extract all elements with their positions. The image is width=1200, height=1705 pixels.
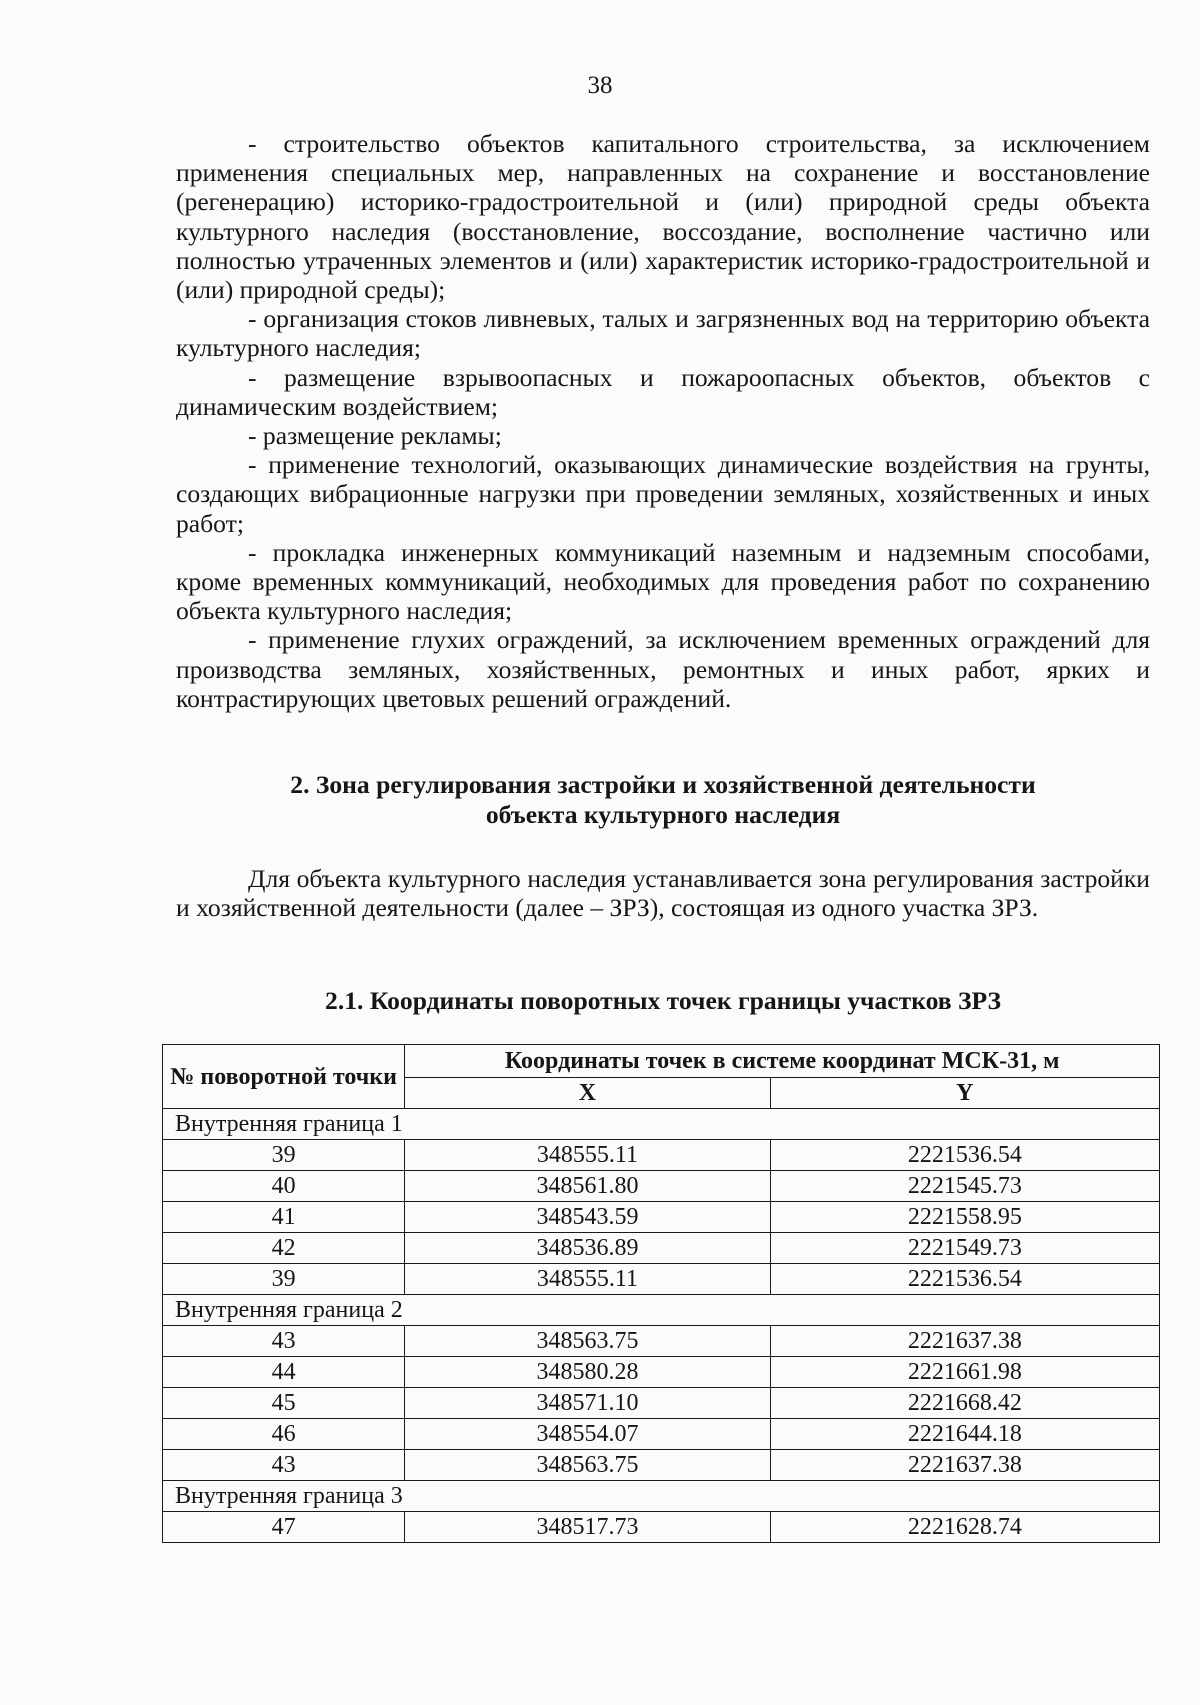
group-label: Внутренняя граница 1 bbox=[163, 1109, 1160, 1140]
group-row bbox=[163, 1295, 1160, 1326]
point-number: 40 bbox=[163, 1171, 405, 1202]
coord-x: 348555.11 bbox=[405, 1140, 770, 1171]
header-x: X bbox=[405, 1078, 770, 1109]
table-row bbox=[163, 1264, 1160, 1295]
prohibitions-list bbox=[176, 129, 1150, 713]
coord-x: 348580.28 bbox=[405, 1357, 770, 1388]
coord-y: 2221558.95 bbox=[770, 1202, 1159, 1233]
coord-y: 2221644.18 bbox=[770, 1419, 1159, 1450]
section-paragraph: Для объекта культурного наследия устанавливается зона регулирования застройки и хозяйственной деятельности (далее – ЗРЗ), состоящая из одного участка ЗРЗ. bbox=[176, 864, 1150, 923]
point-number: 46 bbox=[163, 1419, 405, 1450]
table-row bbox=[163, 1450, 1160, 1481]
table-row bbox=[163, 1202, 1160, 1233]
coord-y: 2221628.74 bbox=[770, 1512, 1159, 1543]
list-item: - организация стоков ливневых, талых и загрязненных вод на территорию объекта культурного наследия; bbox=[176, 304, 1150, 363]
coord-y: 2221668.42 bbox=[770, 1388, 1159, 1419]
group-row bbox=[163, 1109, 1160, 1140]
point-number: 43 bbox=[163, 1326, 405, 1357]
coord-x: 348555.11 bbox=[405, 1264, 770, 1295]
list-item: - прокладка инженерных коммуникаций наземным и надземным способами, кроме временных коммуникаций, необходимых для проведения работ по сохранению объекта культурного наследия; bbox=[176, 537, 1150, 626]
coord-x: 348517.73 bbox=[405, 1512, 770, 1543]
group-row bbox=[163, 1481, 1160, 1512]
list-item: - применение технологий, оказывающих динамические воздействия на грунты, создающих вибрационные нагрузки при проведении земляных, хозяйственных и иных работ; bbox=[176, 450, 1150, 538]
coord-x: 348571.10 bbox=[405, 1388, 770, 1419]
point-number: 47 bbox=[163, 1512, 405, 1543]
coord-y: 2221536.54 bbox=[770, 1140, 1159, 1171]
list-item: - размещение рекламы; bbox=[248, 421, 502, 451]
list-item: - строительство объектов капитального строительства, за исключением применения специальных мер, направленных на сохранение и восстановление (регенерацию) историко-градостроительной и (или) природной среды объекта культурного наследия (восстановление, воссоздание, восполнение частично или полностью утраченных элементов и (или) характеристик историко-градостроительной и (или) природной среды); bbox=[176, 129, 1150, 305]
point-number: 44 bbox=[163, 1357, 405, 1388]
table-row bbox=[163, 1419, 1160, 1450]
section-body bbox=[176, 864, 1150, 922]
point-number: 39 bbox=[163, 1264, 405, 1295]
table-row bbox=[163, 1171, 1160, 1202]
table-row bbox=[163, 1357, 1160, 1388]
subsection-title: 2.1. Координаты поворотных точек границы участков ЗРЗ bbox=[325, 986, 1001, 1015]
point-number: 42 bbox=[163, 1233, 405, 1264]
table-row bbox=[163, 1512, 1160, 1543]
table-row bbox=[163, 1233, 1160, 1264]
point-number: 43 bbox=[163, 1450, 405, 1481]
header-coordinates: Координаты точек в системе координат МСК-31, м bbox=[405, 1045, 1160, 1078]
coordinates-table bbox=[162, 1044, 1160, 1543]
coord-x: 348536.89 bbox=[405, 1233, 770, 1264]
list-item: - размещение взрывоопасных и пожароопасных объектов, объектов с динамическим воздействием; bbox=[176, 362, 1150, 421]
section-title bbox=[176, 770, 1150, 830]
coord-x: 348563.75 bbox=[405, 1450, 770, 1481]
point-number: 45 bbox=[163, 1388, 405, 1419]
header-y: Y bbox=[770, 1078, 1159, 1109]
coord-x: 348543.59 bbox=[405, 1202, 770, 1233]
coord-y: 2221637.38 bbox=[770, 1450, 1159, 1481]
coord-y: 2221536.54 bbox=[770, 1264, 1159, 1295]
table-row bbox=[163, 1326, 1160, 1357]
table-row bbox=[163, 1388, 1160, 1419]
coord-x: 348554.07 bbox=[405, 1419, 770, 1450]
coord-y: 2221661.98 bbox=[770, 1357, 1159, 1388]
coord-y: 2221637.38 bbox=[770, 1326, 1159, 1357]
coord-y: 2221545.73 bbox=[770, 1171, 1159, 1202]
section-title-line1: 2. Зона регулирования застройки и хозяйственной деятельности bbox=[290, 770, 1036, 799]
group-label: Внутренняя граница 2 bbox=[163, 1295, 1160, 1326]
page-number: 38 bbox=[587, 72, 613, 99]
coord-x: 348561.80 bbox=[405, 1171, 770, 1202]
coord-y: 2221549.73 bbox=[770, 1233, 1159, 1264]
list-item: - применение глухих ограждений, за исключением временных ограждений для производства земляных, хозяйственных, ремонтных и иных работ, ярких и контрастирующих цветовых решений ограждений. bbox=[176, 625, 1150, 713]
point-number: 41 bbox=[163, 1202, 405, 1233]
point-number: 39 bbox=[163, 1140, 405, 1171]
header-point-number: № поворотной точки bbox=[163, 1045, 405, 1109]
table-row bbox=[163, 1140, 1160, 1171]
section-title-line2: объекта культурного наследия bbox=[485, 800, 841, 829]
coord-x: 348563.75 bbox=[405, 1326, 770, 1357]
group-label: Внутренняя граница 3 bbox=[163, 1481, 1160, 1512]
